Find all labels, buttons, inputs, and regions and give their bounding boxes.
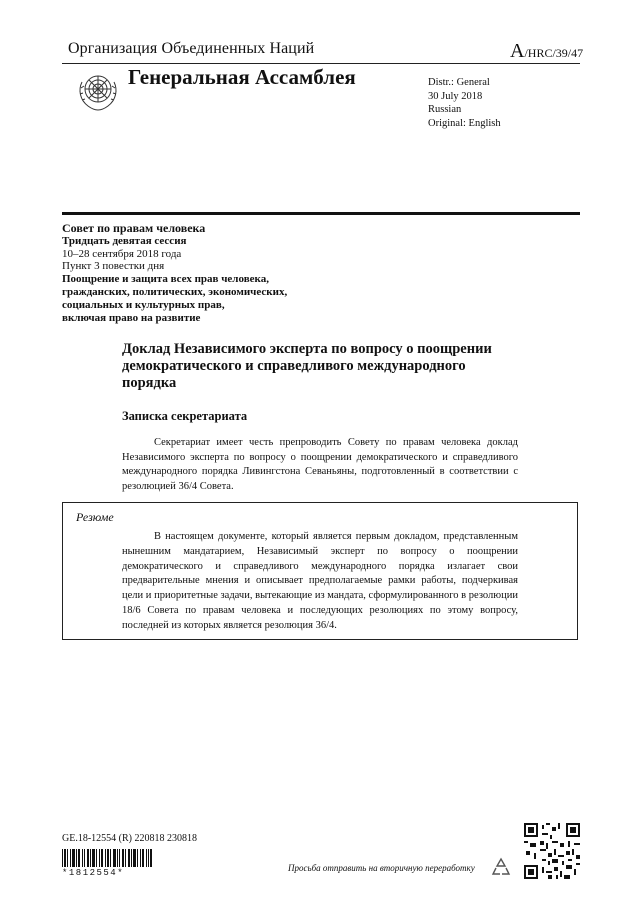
distribution-line: Russian bbox=[428, 104, 462, 115]
recycle-note: Просьба отправить на вторичную переработку bbox=[288, 863, 475, 873]
section-rule bbox=[62, 212, 580, 215]
document-symbol bbox=[510, 40, 583, 63]
organization-name: Организация Объединенных Наций bbox=[68, 40, 315, 57]
distribution-line: Original: English bbox=[428, 117, 501, 129]
report-title-line: Доклад Независимого эксперта по вопросу о поощрении bbox=[122, 341, 492, 357]
summary-label: Резюме bbox=[76, 510, 114, 524]
council-block bbox=[62, 222, 322, 324]
distribution-line: Distr.: General bbox=[428, 77, 490, 88]
symbol-rest: /HRC/39/47 bbox=[524, 46, 584, 60]
symbol-prefix: A bbox=[510, 40, 525, 62]
distribution-block bbox=[428, 76, 501, 130]
assembly-title: Генеральная Ассамблея bbox=[128, 65, 356, 89]
note-title: Записка секретариата bbox=[122, 409, 248, 423]
session-name: Тридцать девятая сессия bbox=[62, 234, 187, 247]
recycle-icon bbox=[490, 856, 512, 878]
report-title-line: демократического и справедливого международного bbox=[122, 358, 466, 374]
agenda-title-line: социальных и культурных прав, bbox=[62, 298, 225, 311]
agenda-title-line: Поощрение и защита всех прав человека, bbox=[62, 273, 269, 286]
header-rule bbox=[62, 63, 580, 64]
summary-paragraph: В настоящем документе, который является первым докладом, представленным нынешним мандатарием, Независимый эксперт по вопросу о поощрении демократического и справедливого международного порядка излагает свои предварительные мнения и описывает предполагаемые рамки работы, подчеркивая цели и приоритетные задачи, вытекающие из мандата, сформулированного в резолюции 18/6 Совета по правам человека и последующих резолюциях по этому вопросу, последней из которых является резолюция 36/4. bbox=[122, 531, 518, 631]
agenda-item: Пункт 3 повестки дня bbox=[62, 260, 165, 273]
note-paragraph: Секретариат имеет честь препроводить Совету по правам человека доклад Независимого эксперта по вопросу о поощрении демократического и справедливого международного порядка Ливингстона Севаньяны, подготовленный в соответствии с резолюцией 36/4 Совета. bbox=[122, 437, 518, 492]
agenda-title-line: включая право на развитие bbox=[62, 311, 201, 324]
un-emblem-icon bbox=[76, 68, 120, 112]
agenda-title-line: гражданских, политических, экономических, bbox=[62, 285, 288, 298]
barcode-number: *1812554* bbox=[62, 868, 125, 878]
barcode-icon bbox=[62, 849, 152, 867]
qr-code-icon bbox=[524, 823, 580, 879]
council-name: Совет по правам человека bbox=[62, 221, 206, 235]
distribution-line: 30 July 2018 bbox=[428, 90, 483, 102]
report-title-line: порядка bbox=[122, 375, 177, 391]
report-title bbox=[122, 341, 562, 392]
document-number: GE.18-12554 (R) 220818 230818 bbox=[62, 833, 197, 844]
session-dates: 10–28 сентября 2018 года bbox=[62, 247, 182, 260]
